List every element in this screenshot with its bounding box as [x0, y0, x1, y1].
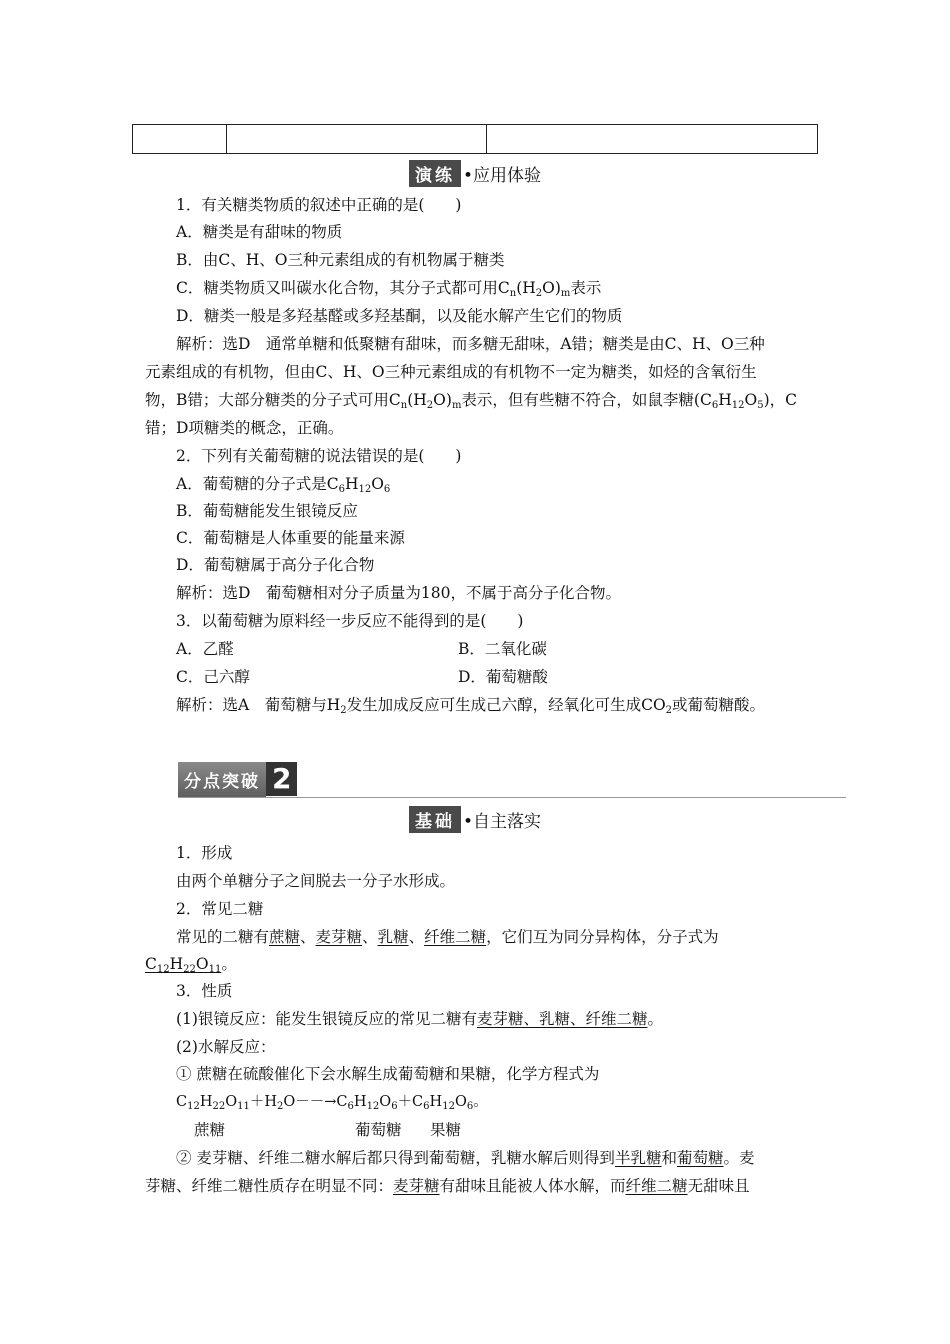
section-heading-practice [0, 160, 950, 187]
table-cell [227, 125, 487, 153]
section-badge: 演练 [409, 160, 461, 187]
q1-option-b: B．由C、H、O三种元素组成的有机物属于糖类 [176, 251, 505, 269]
table-cell [487, 125, 817, 153]
part-1-title: 1．形成 [176, 844, 233, 862]
q3-option-a: A．乙醛 [176, 640, 234, 658]
hydrolysis-equation: $C_{12}H_{22}O_{11}+H_2O--\to C_6H_{12}O_6+C_6H_{12}O_6$。 [176, 1094, 488, 1112]
part-3-maltose-line-1: ② 麦芽糖、纤维二糖水解后都只得到葡萄糖，乳糖水解后则得到半乳糖和葡萄糖。麦 [176, 1149, 755, 1167]
section-subtitle: •应用体验 [462, 166, 542, 186]
q1-answer-line-2: 元素组成的有机物，但由C、H、O三种元素组成的有机物不一定为糖类，如烃的含氧衍生 [145, 363, 757, 381]
section-banner [178, 762, 297, 796]
q2-option-b: B．葡萄糖能发生银镜反应 [176, 502, 358, 520]
section-subtitle: •自主落实 [462, 812, 542, 832]
q2-option-c: C．葡萄糖是人体重要的能量来源 [176, 529, 405, 547]
part-3-sucrose-line: ① 蔗糖在硫酸催化下会水解生成葡萄糖和果糖，化学方程式为 [176, 1065, 600, 1083]
q2-option-d: D．葡萄糖属于高分子化合物 [176, 556, 375, 574]
q2-answer: 解析：选D 葡萄糖相对分子质量为180，不属于高分子化合物。 [176, 584, 622, 602]
q3-answer: 解析：选A 葡萄糖与$H_2$发生加成反应可生成己六醇，经氧化可生成$CO_2$或葡萄糖酸。 [176, 696, 766, 716]
equation-label-glucose: 葡萄糖 [355, 1121, 402, 1139]
part-3-maltose-line-2: 芽糖、纤维二糖性质存在明显不同：麦芽糖有甜味且能被人体水解，而纤维二糖无甜味且 [145, 1177, 750, 1195]
q1-answer-line-4: 错；D项糖类的概念，正确。 [145, 419, 344, 437]
section-heading-basics [0, 806, 950, 833]
section-badge: 基础 [409, 806, 461, 833]
q2-option-a: A．葡萄糖的分子式是$C_6H_{12}O_6$ [176, 475, 391, 495]
question-1-stem: 1．有关糖类物质的叙述中正确的是( ) [176, 196, 462, 214]
q3-option-c: C．己六醇 [176, 668, 250, 686]
equation-label-sucrose: 蔗糖 [194, 1121, 226, 1139]
equation-label-fructose: 果糖 [430, 1121, 462, 1139]
q1-answer-line-3: 物，B错；大部分糖类的分子式可用$C_n(H_2O)_m$表示，但有些糖不符合，如鼠李糖$(C_6H_{12}O_5)$，C [145, 391, 797, 411]
banner-text: 分点突破 [178, 762, 266, 797]
q1-answer-line-1: 解析：选D 通常单糖和低聚糖有甜味，而多糖无甜味，A错；糖类是由C、H、O三种 [176, 335, 765, 353]
banner-divider [178, 797, 846, 798]
q3-option-b: B．二氧化碳 [458, 640, 547, 658]
part-3-hydrolysis-title: (2)水解反应： [176, 1038, 276, 1056]
part-2-line-1: 常见的二糖有蔗糖、麦芽糖、乳糖、纤维二糖，它们互为同分异构体，分子式为 [176, 928, 719, 946]
part-3-title: 3．性质 [176, 982, 233, 1000]
part-2-title: 2．常见二糖 [176, 900, 264, 918]
q1-option-c: C．糖类物质又叫碳水化合物，其分子式都可用$C_n(H_2O)_m$表示 [176, 279, 602, 299]
part-2-formula: $C_{12}H_{22}O_{11}$。 [145, 955, 237, 975]
q3-option-d: D．葡萄糖酸 [458, 668, 548, 686]
question-2-stem: 2．下列有关葡萄糖的说法错误的是( ) [176, 447, 462, 465]
q1-option-d: D．糖类一般是多羟基醛或多羟基酮，以及能水解产生它们的物质 [176, 307, 623, 325]
q1-option-a: A．糖类是有甜味的物质 [176, 223, 343, 241]
table-cell [133, 125, 227, 153]
part-3-silver-mirror: (1)银镜反应：能发生银镜反应的常见二糖有麦芽糖、乳糖、纤维二糖。 [176, 1010, 663, 1028]
banner-number: 2 [266, 762, 297, 796]
part-1-body: 由两个单糖分子之间脱去一分子水形成。 [176, 872, 456, 890]
table-remnant [132, 124, 818, 154]
question-3-stem: 3．以葡萄糖为原料经一步反应不能得到的是( ) [176, 612, 524, 630]
